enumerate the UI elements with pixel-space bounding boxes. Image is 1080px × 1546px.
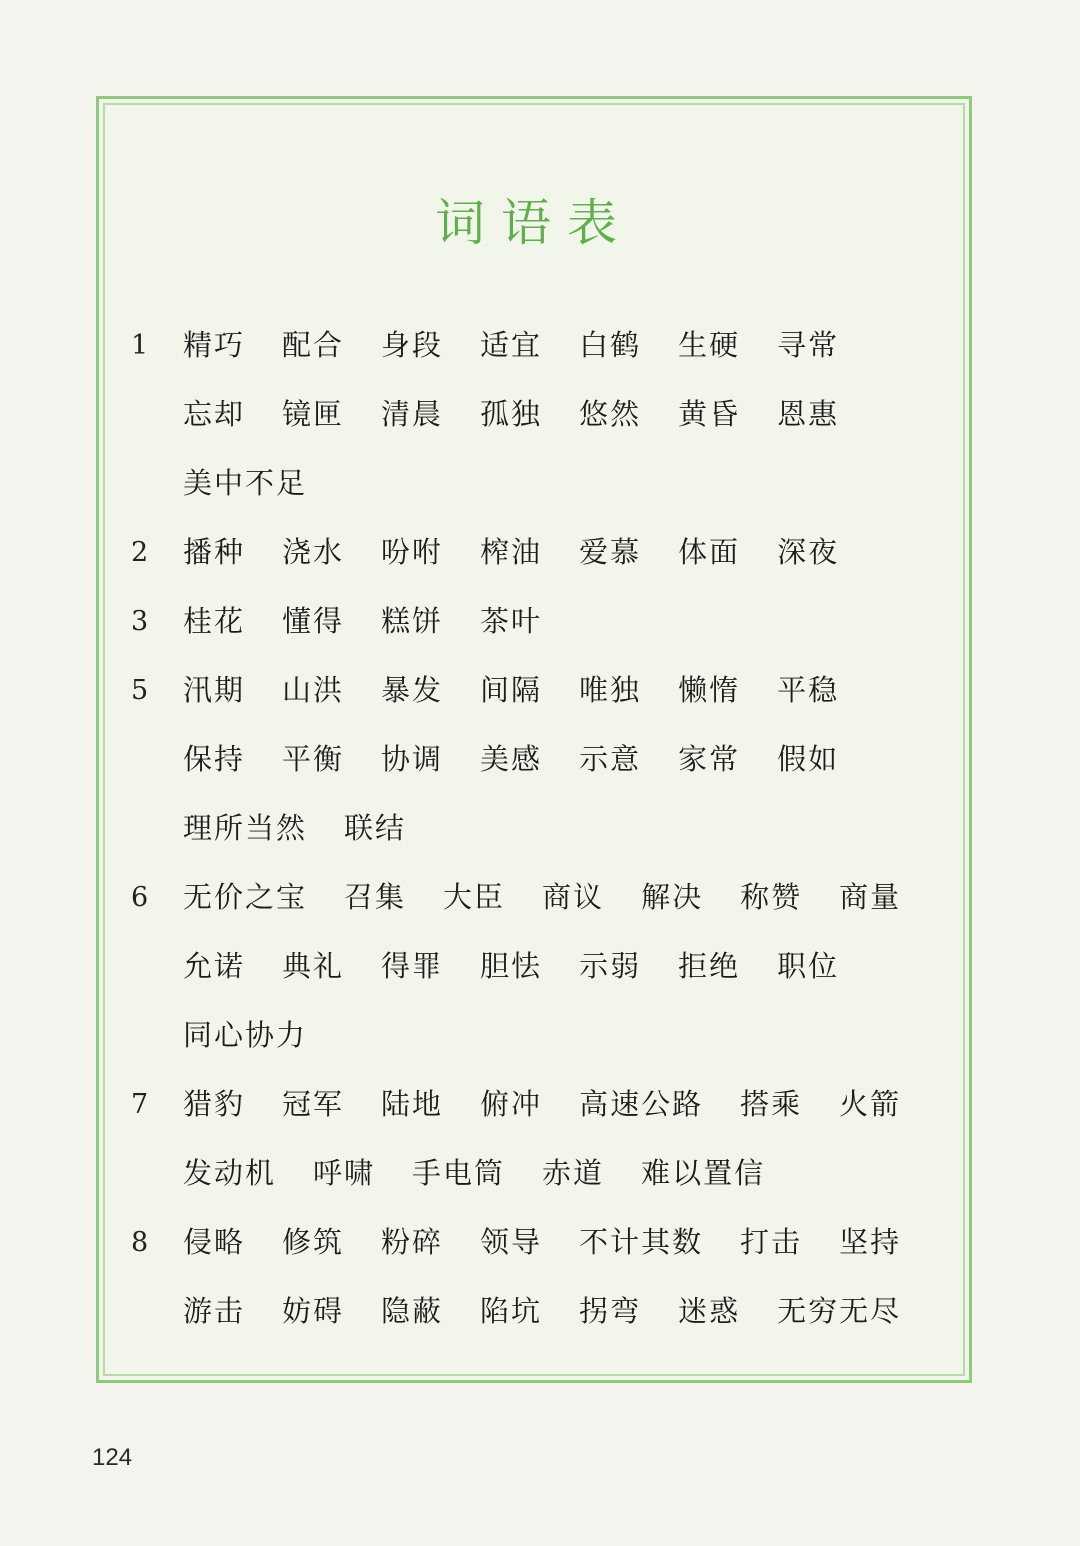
vocab-word: 适宜: [480, 328, 543, 362]
vocab-unit: [131, 656, 951, 863]
vocab-word: 职位: [777, 949, 840, 983]
vocab-word: 陆地: [381, 1087, 444, 1121]
vocab-word: 示意: [579, 742, 642, 776]
unit-number: 7: [131, 1089, 149, 1120]
vocab-word: 悠然: [579, 397, 642, 431]
vocab-word: 赤道: [542, 1156, 605, 1190]
vocab-word: 茶叶: [480, 604, 543, 638]
vocab-word: 领导: [480, 1225, 543, 1259]
word-group: [183, 1208, 951, 1346]
unit-number: 6: [131, 882, 149, 913]
vocab-word: 假如: [777, 742, 840, 776]
vocab-word: 生硬: [678, 328, 741, 362]
vocab-word: 间隔: [480, 673, 543, 707]
vocab-word: 称赞: [740, 880, 803, 914]
vocab-unit: [131, 1208, 951, 1346]
word-group: [183, 587, 951, 656]
page-title: 词语表: [435, 194, 633, 252]
vocab-word: 呼啸: [313, 1156, 376, 1190]
vocab-word: 美中不足: [183, 466, 308, 500]
vocab-word: 浇水: [282, 535, 345, 569]
vocab-unit: [131, 311, 951, 518]
vocab-word: 美感: [480, 742, 543, 776]
vocab-unit: [131, 1070, 951, 1208]
vocab-word: 寻常: [777, 328, 840, 362]
vocabulary-frame: [96, 96, 972, 1383]
vocab-word: 同心协力: [183, 1018, 308, 1052]
vocab-word: 冠军: [282, 1087, 345, 1121]
vocab-word: 火箭: [839, 1087, 902, 1121]
vocab-word: 精巧: [183, 328, 246, 362]
vocab-word: 商议: [542, 880, 605, 914]
vocab-word: 搭乘: [740, 1087, 803, 1121]
vocabulary-list: [131, 311, 951, 1346]
vocab-word: 糕饼: [381, 604, 444, 638]
vocab-word: 恩惠: [777, 397, 840, 431]
page-number: 124: [92, 1444, 133, 1471]
vocab-word: 不计其数: [579, 1225, 704, 1259]
unit-number: 8: [131, 1227, 149, 1258]
vocab-word: 胆怯: [480, 949, 543, 983]
vocab-word: 家常: [678, 742, 741, 776]
vocab-word: 孤独: [480, 397, 543, 431]
word-group: [183, 863, 951, 1070]
vocab-word: 发动机: [183, 1156, 277, 1190]
vocab-word: 手电筒: [412, 1156, 506, 1190]
vocab-word: 侵略: [183, 1225, 246, 1259]
vocab-word: 无穷无尽: [777, 1294, 902, 1328]
vocab-word: 拐弯: [579, 1294, 642, 1328]
vocab-word: 配合: [282, 328, 345, 362]
unit-number: 2: [131, 537, 149, 568]
vocab-word: 召集: [344, 880, 407, 914]
vocab-word: 猎豹: [183, 1087, 246, 1121]
vocab-word: 黄昏: [678, 397, 741, 431]
vocab-word: 保持: [183, 742, 246, 776]
vocab-word: 清晨: [381, 397, 444, 431]
vocab-word: 典礼: [282, 949, 345, 983]
vocab-word: 暴发: [381, 673, 444, 707]
vocab-unit: [131, 518, 951, 587]
vocab-word: 粉碎: [381, 1225, 444, 1259]
word-group: [183, 656, 951, 863]
vocab-word: 得罪: [381, 949, 444, 983]
vocab-word: 汛期: [183, 673, 246, 707]
vocab-word: 示弱: [579, 949, 642, 983]
vocab-word: 坚持: [839, 1225, 902, 1259]
vocab-word: 联结: [344, 811, 407, 845]
vocab-word: 无价之宝: [183, 880, 308, 914]
vocab-word: 俯冲: [480, 1087, 543, 1121]
vocab-word: 忘却: [183, 397, 246, 431]
vocab-word: 拒绝: [678, 949, 741, 983]
vocab-word: 高速公路: [579, 1087, 704, 1121]
vocab-word: 懒惰: [678, 673, 741, 707]
vocab-word: 平稳: [777, 673, 840, 707]
vocab-word: 隐蔽: [381, 1294, 444, 1328]
vocab-word: 协调: [381, 742, 444, 776]
unit-number: 5: [131, 675, 149, 706]
vocab-word: 桂花: [183, 604, 246, 638]
vocab-word: 榨油: [480, 535, 543, 569]
vocab-word: 白鹤: [579, 328, 642, 362]
vocab-word: 陷坑: [480, 1294, 543, 1328]
vocab-word: 体面: [678, 535, 741, 569]
vocab-word: 爱慕: [579, 535, 642, 569]
vocab-word: 身段: [381, 328, 444, 362]
vocab-unit: [131, 587, 951, 656]
vocab-word: 大臣: [443, 880, 506, 914]
vocab-word: 商量: [839, 880, 902, 914]
vocab-word: 打击: [740, 1225, 803, 1259]
vocab-word: 迷惑: [678, 1294, 741, 1328]
word-group: [183, 518, 951, 587]
vocab-word: 吩咐: [381, 535, 444, 569]
vocab-word: 山洪: [282, 673, 345, 707]
vocab-word: 允诺: [183, 949, 246, 983]
vocab-word: 妨碍: [282, 1294, 345, 1328]
vocab-word: 平衡: [282, 742, 345, 776]
vocab-word: 播种: [183, 535, 246, 569]
unit-number: 3: [131, 606, 149, 637]
vocab-word: 难以置信: [641, 1156, 766, 1190]
vocab-word: 唯独: [579, 673, 642, 707]
vocab-unit: [131, 863, 951, 1070]
vocab-word: 解决: [641, 880, 704, 914]
vocab-word: 游击: [183, 1294, 246, 1328]
unit-number: 1: [131, 330, 149, 361]
vocab-word: 镜匣: [282, 397, 345, 431]
vocab-word: 懂得: [282, 604, 345, 638]
word-group: [183, 1070, 951, 1208]
vocab-word: 理所当然: [183, 811, 308, 845]
vocab-word: 深夜: [777, 535, 840, 569]
word-group: [183, 311, 951, 518]
vocab-word: 修筑: [282, 1225, 345, 1259]
